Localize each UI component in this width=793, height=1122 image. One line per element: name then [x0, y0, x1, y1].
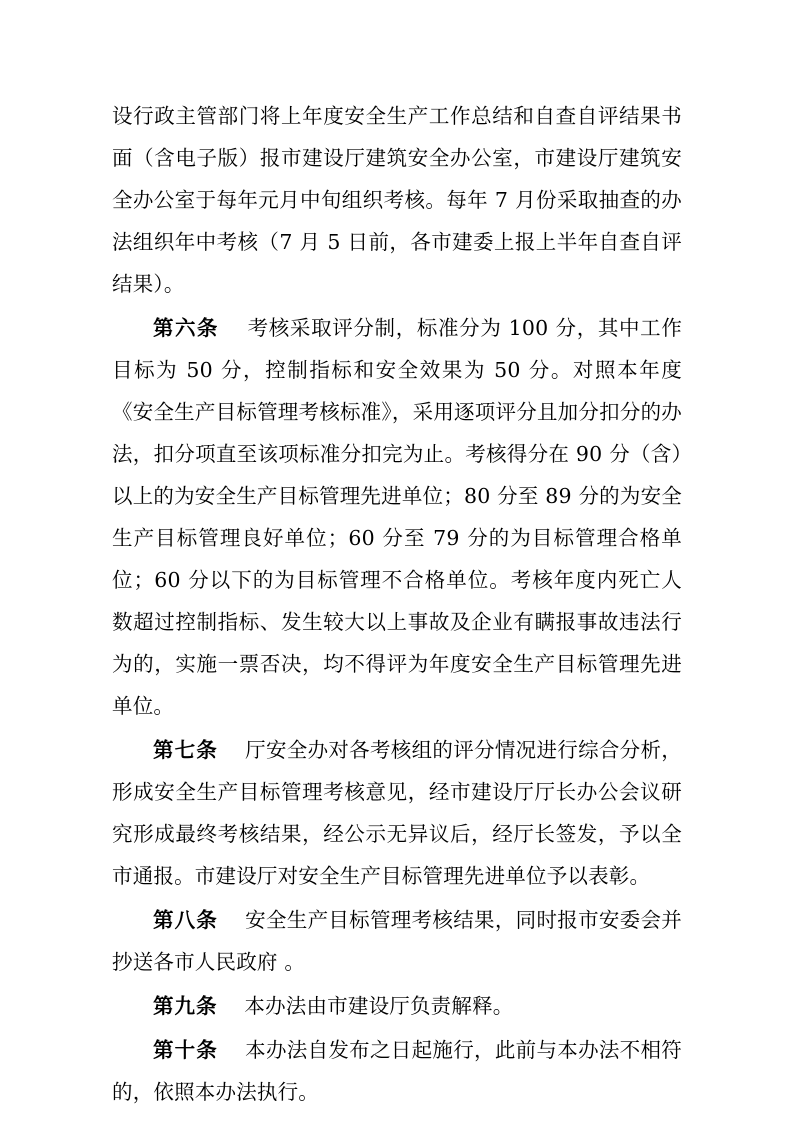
- article-7-label: 第七条: [153, 738, 218, 762]
- article-10-text: 本办法自发布之日起施行，此前与本办法不相符的，依照本办法执行。: [112, 1038, 683, 1104]
- article-7-paragraph: [112, 729, 682, 897]
- article-6-paragraph: [112, 307, 682, 727]
- article-9-label: 第九条: [153, 994, 218, 1018]
- paragraph-continuation: [112, 95, 682, 305]
- paragraph-text: 设行政主管部门将上年度安全生产工作总结和自查自评结果书面（含电子版）报市建设厅建筑安全办公室，市建设厅建筑安全办公室于每年元月中旬组织考核。每年 7 月份采取抽查的办法组织年中考核（7 月 5 日前，各市建委上报上半年自查自评结果）。: [112, 104, 682, 296]
- article-8-paragraph: [112, 899, 682, 983]
- article-10-paragraph: [112, 1029, 682, 1113]
- article-10-label: 第十条: [153, 1038, 218, 1062]
- article-7-text: 厅安全办对各考核组的评分情况进行综合分析，形成安全生产目标管理考核意见，经市建设厅厅长办公会议研究形成最终考核结果，经公示无异议后，经厅长签发，予以全市通报。市建设厅对安全生产目标管理先进单位予以表彰。: [112, 738, 683, 888]
- document-body: [112, 95, 682, 1113]
- article-8-text: 安全生产目标管理考核结果，同时报市安委会并抄送各市人民政府 。: [112, 908, 683, 974]
- article-9-paragraph: [112, 985, 682, 1027]
- article-6-text: 考核采取评分制，标准分为 100 分，其中工作目标为 50 分，控制指标和安全效果为 50 分。对照本年度《安全生产目标管理考核标准》，采用逐项评分且加分扣分的办法，扣分项直至该项标准分扣完为止。考核得分在 90 分（含）以上的为安全生产目标管理先进单位；80 分至 89 分的为安全生产目标管理良好单位；60 分至 79 分的为目标管理合格单位；60 分以下的为目标管理不合格单位。考核年度内死亡人数超过控制指标、发生较大以上事故及企业有瞒报事故违法行为的，实施一票否决，均不得评为年度安全生产目标管理先进单位。: [112, 316, 683, 718]
- article-9-text: 本办法由市建设厅负责解释。: [244, 994, 514, 1018]
- article-8-label: 第八条: [153, 908, 218, 932]
- article-6-label: 第六条: [153, 316, 219, 340]
